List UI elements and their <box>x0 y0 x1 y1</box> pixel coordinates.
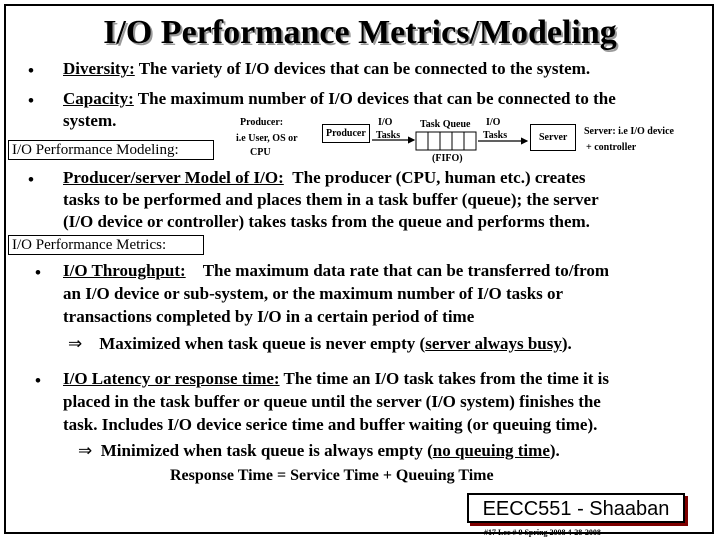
throughput-max-end: ). <box>561 334 572 353</box>
slide-info: #17 Lec # 9 Spring 2008 4-28-2008 <box>484 528 601 537</box>
latency-min-underlined: no queuing time <box>432 441 550 460</box>
bullet-dot-icon: • <box>28 91 34 110</box>
producer-server-line1: The producer (CPU, human etc.) creates <box>292 168 586 187</box>
throughput-line3: transactions completed by I/O in a certain period of time <box>63 307 475 326</box>
throughput-line1: The maximum data rate that can be transferred to/from <box>202 261 610 280</box>
course-badge: EECC551 - Shaaban <box>467 493 685 523</box>
capacity-text-2: system. <box>63 111 117 130</box>
implies-arrow-icon: ⇒ <box>68 334 83 354</box>
task-queue-label: Task Queue <box>420 119 471 130</box>
throughput-max-underlined: server always busy <box>425 334 562 353</box>
bullet-dot-icon: • <box>28 170 34 189</box>
response-time-formula: Response Time = Service Time + Queuing Time <box>170 467 494 484</box>
io-tasks-1-b: Tasks <box>376 130 401 141</box>
latency-bullet <box>63 369 609 389</box>
capacity-label: Capacity: <box>63 89 134 108</box>
latency-min-text: Minimized when task queue is always empty ( <box>100 441 433 460</box>
metrics-label-box: I/O Performance Metrics: <box>8 235 204 255</box>
producer-label-3: CPU <box>250 147 271 158</box>
modeling-label-box: I/O Performance Modeling: <box>8 140 214 160</box>
latency-label: I/O Latency or response time: <box>63 369 280 388</box>
io-tasks-2-a: I/O <box>486 117 501 128</box>
throughput-maximized <box>68 334 572 354</box>
latency-minimized <box>78 441 560 461</box>
implies-arrow-icon: ⇒ <box>78 441 93 461</box>
producer-box: Producer <box>322 124 370 143</box>
bullet-dot-icon: • <box>28 61 34 80</box>
slide-title: I/O Performance Metrics/Modeling <box>103 14 617 51</box>
latency-line2: placed in the task buffer or queue until the server (I/O system) finishes the <box>63 392 601 411</box>
diversity-label: Diversity: <box>63 59 135 78</box>
producer-server-line2: tasks to be performed and places them in a task buffer (queue); the server <box>63 190 599 209</box>
server-label-2: + controller <box>586 142 637 153</box>
producer-label-2: i.e User, OS or <box>236 133 298 144</box>
fifo-label: (FIFO) <box>432 153 463 164</box>
latency-line3: task. Includes I/O device serice time and buffer waiting (or queuing time). <box>63 415 598 434</box>
latency-line1: The time an I/O task takes from the time it is <box>279 369 610 388</box>
io-tasks-2-b: Tasks <box>483 130 508 141</box>
producer-label-1: Producer: <box>240 117 284 128</box>
io-tasks-1-a: I/O <box>378 117 393 128</box>
throughput-line2: an I/O device or sub-system, or the maximum number of I/O tasks or <box>63 284 564 303</box>
producer-server-bullet <box>63 168 586 188</box>
diversity-text: The variety of I/O devices that can be connected to the system. <box>134 59 591 78</box>
throughput-label: I/O Throughput: <box>63 261 186 280</box>
capacity-bullet <box>63 89 616 109</box>
server-label-1: Server: i.e I/O device <box>584 126 674 137</box>
bullet-dot-icon: • <box>35 371 41 390</box>
producer-server-label: Producer/server Model of I/O: <box>63 168 284 187</box>
bullet-dot-icon: • <box>35 263 41 282</box>
server-box: Server <box>530 124 576 151</box>
capacity-text: The maximum number of I/O devices that can be connected to the <box>133 89 616 108</box>
producer-server-line3: (I/O device or controller) takes tasks from the queue and performs them. <box>63 212 590 231</box>
throughput-bullet <box>63 261 609 281</box>
throughput-max-text: Maximized when task queue is never empty ( <box>99 334 426 353</box>
latency-min-end: ). <box>549 441 560 460</box>
diversity-bullet <box>63 59 590 79</box>
